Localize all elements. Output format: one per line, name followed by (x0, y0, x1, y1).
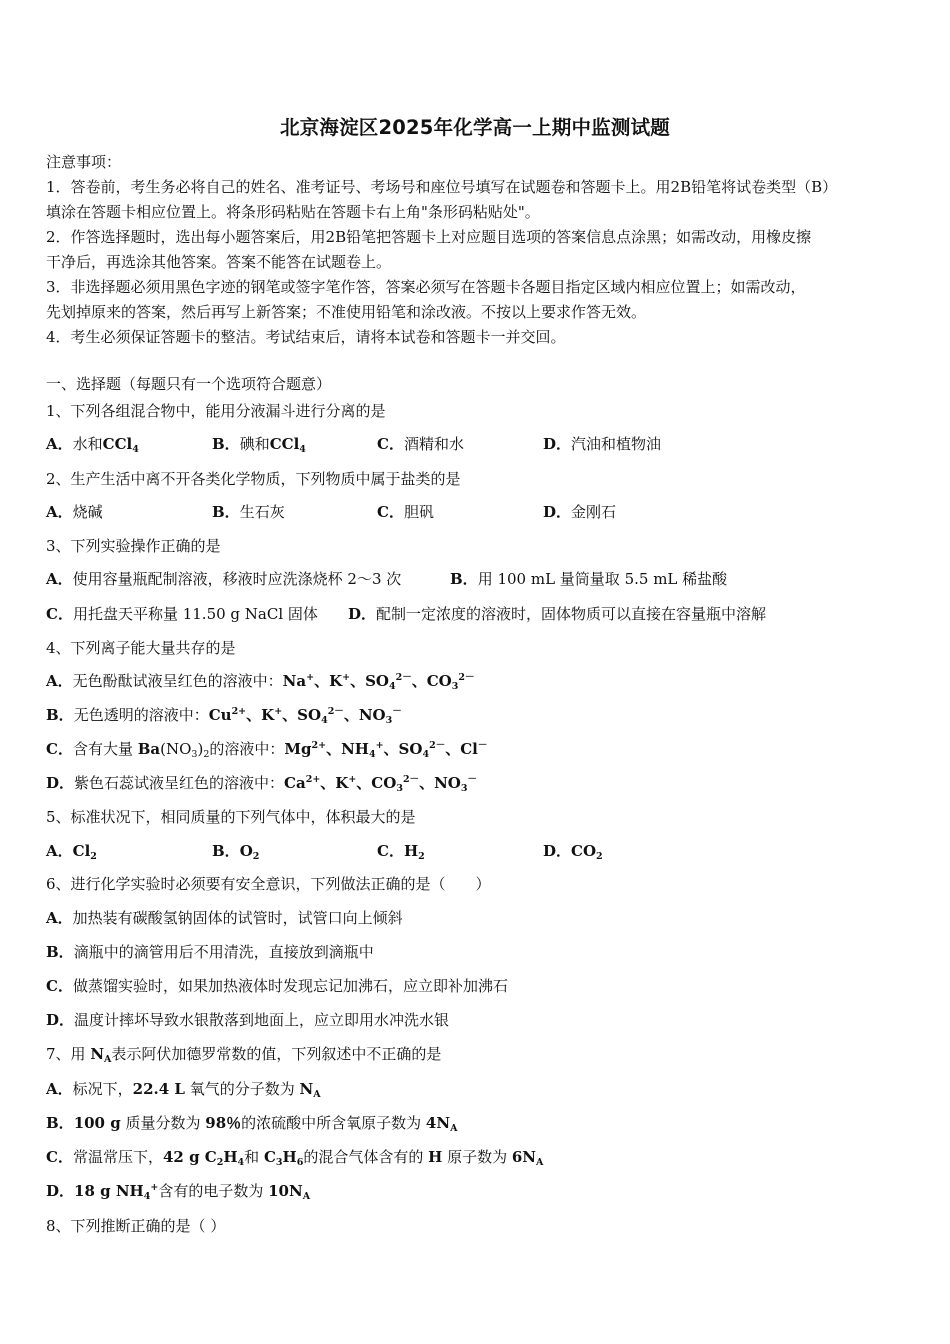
text-run: C． (46, 1148, 73, 1166)
text-run: 18 g NH (74, 1182, 144, 1200)
text-run: 、CO (356, 774, 397, 792)
text-run: D． (348, 605, 377, 623)
text-run: 、NO (419, 774, 461, 792)
text-run: N (90, 1045, 105, 1063)
text-run: 烧碱 (72, 503, 103, 521)
text-run: Cu (208, 706, 232, 724)
text-run: A． (46, 672, 73, 690)
notice-line: 干净后，再选涂其他答案。答案不能答在试题卷上。 (46, 253, 392, 271)
notice-line: 2．作答选择题时，选出每小题答案后，用2B铅笔把答题卡上对应题目选项的答案信息点涂黑；如需改动，用橡皮擦 (46, 228, 812, 246)
text-run: 和 (244, 1148, 264, 1166)
text-run: B． (46, 1114, 74, 1132)
text-run: 42 g C (162, 1148, 217, 1166)
text-run: 2 (418, 851, 425, 862)
text-run: 常温常压下， (72, 1148, 163, 1166)
option-a (46, 840, 97, 862)
option-c (46, 603, 318, 625)
text-run: + (375, 740, 384, 751)
option-b (450, 568, 727, 590)
question-stem (46, 468, 461, 490)
text-run: D． (46, 1011, 75, 1029)
text-run: 2 (216, 1157, 224, 1168)
text-run: 6、进行化学实验时必须要有安全意识，下列做法正确的是（ ） (46, 875, 491, 893)
text-run: B． (212, 842, 240, 860)
text-run: 10N (268, 1182, 303, 1200)
text-run: D． (46, 1182, 75, 1200)
text-run: 紫色石蕊试液呈红色的溶液中： (74, 774, 285, 792)
option-d (46, 1180, 310, 1202)
text-run: 6 (296, 1157, 304, 1168)
option-b (212, 501, 285, 523)
text-run: － (467, 774, 477, 785)
text-run: 含有大量 (72, 740, 138, 758)
text-run: 温度计摔坏导致水银散落到地面上，应立即用水冲洗水银 (74, 1011, 450, 1029)
text-run: 配制一定浓度的溶液时，固体物质可以直接在容量瓶中溶解 (376, 605, 767, 623)
text-run: N (299, 1080, 314, 1098)
option-c (46, 1146, 543, 1168)
text-run: B． (450, 570, 478, 588)
text-run: 用 100 mL 量筒量取 5.5 mL 稀盐酸 (477, 570, 728, 588)
option-c (377, 501, 434, 523)
text-run: 4 (368, 749, 376, 760)
text-run: A． (46, 570, 73, 588)
text-run: 3 (451, 681, 459, 692)
text-run: 2、生产生活中离不开各类化学物质，下列物质中属于盐类的是 (46, 470, 461, 488)
text-run: 表示阿伏加德罗常数的值，下列叙述中不正确的是 (111, 1045, 442, 1063)
notice-line: 4．考生必须保证答题卡的整洁。考试结束后，请将本试卷和答题卡一并交回。 (46, 328, 566, 346)
text-run: A (536, 1157, 544, 1168)
text-run: 3 (385, 715, 393, 726)
text-run: Ba (137, 740, 161, 758)
notice-line: 先划掉原来的答案，然后再写上新答案；不准使用铅笔和涂改液。不按以上要求作答无效。 (46, 303, 647, 321)
text-run: 、K (314, 672, 343, 690)
text-run: A． (46, 503, 73, 521)
option-c (377, 433, 464, 455)
text-run: C． (377, 842, 404, 860)
text-run: C． (46, 740, 73, 758)
text-run: 4 (132, 444, 139, 455)
text-run: Na (282, 672, 307, 690)
option-b (212, 433, 306, 455)
option-a (46, 433, 139, 455)
text-run: C． (377, 435, 404, 453)
text-run: 7、用 (46, 1045, 91, 1063)
option-a (46, 907, 403, 929)
text-run: 胆矾 (403, 503, 434, 521)
text-run: A (313, 1089, 321, 1100)
text-run: 2－ (395, 672, 412, 683)
text-run: + (150, 1182, 159, 1193)
text-run: － (392, 706, 402, 717)
text-run: + (342, 672, 351, 683)
text-run: + (274, 706, 283, 717)
text-run: B． (46, 943, 74, 961)
notice-line: 1．答卷前，考生务必将自己的姓名、准考证号、考场号和座位号填写在试题卷和答题卡上。用2B铅笔将试卷类型（B） (46, 178, 838, 196)
option-c (46, 975, 508, 997)
text-run: H (403, 842, 419, 860)
question-stem (46, 1215, 225, 1237)
text-run: 4 (422, 749, 430, 760)
text-run: 5、标准状况下，相同质量的下列气体中，体积最大的是 (46, 808, 416, 826)
text-run: H (428, 1148, 443, 1166)
option-a (46, 568, 401, 590)
text-run: 6N (511, 1148, 536, 1166)
text-run: 、NH (326, 740, 369, 758)
text-run: 原子数为 (442, 1148, 512, 1166)
text-run: + (348, 774, 357, 785)
question-stem (46, 873, 491, 895)
text-run: 氧气的分子数为 (184, 1080, 300, 1098)
text-run: 2+ (305, 774, 321, 785)
text-run: 、Cl (445, 740, 478, 758)
text-run: C． (46, 605, 73, 623)
text-run: D． (543, 435, 572, 453)
text-run: 、K (246, 706, 275, 724)
text-run: 的混合气体含有的 (303, 1148, 429, 1166)
text-run: 2 (203, 749, 210, 760)
text-run: 质量分数为 (120, 1114, 206, 1132)
text-run: 加热装有碳酸氢钠固体的试管时，试管口向上倾斜 (72, 909, 403, 927)
text-run: + (306, 672, 315, 683)
text-run: 2+ (311, 740, 327, 751)
text-run: 4 (237, 1157, 245, 1168)
question-stem (46, 535, 221, 557)
question-stem (46, 637, 236, 659)
text-run: 滴瓶中的滴管用后不用清洗，直接放到滴瓶中 (73, 943, 374, 961)
text-run: A． (46, 435, 73, 453)
text-run: 碘和 (239, 435, 270, 453)
text-run: ) (197, 740, 204, 758)
section-heading: 一、选择题（每题只有一个选项符合题意） (46, 375, 332, 393)
text-run: 使用容量瓶配制溶液，移液时应洗涤烧杯 2～3 次 (72, 570, 402, 588)
text-run: 4、下列离子能大量共存的是 (46, 639, 236, 657)
text-run: (NO (160, 740, 192, 758)
text-run: 2－ (402, 774, 420, 785)
text-run: 3 (396, 783, 403, 794)
question-stem (46, 806, 416, 828)
option-a (46, 501, 103, 523)
option-a (46, 1078, 321, 1100)
text-run: 4 (143, 1191, 151, 1202)
text-run: 1、下列各组混合物中，能用分液漏斗进行分离的是 (46, 402, 386, 420)
text-run: 的浓硫酸中所含氧原子数为 (241, 1114, 426, 1132)
text-run: 汽油和植物油 (571, 435, 662, 453)
notice-line: 填涂在答题卡相应位置上。将条形码粘贴在答题卡右上角"条形码粘贴处"。 (46, 203, 540, 221)
text-run: 无色透明的溶液中： (73, 706, 209, 724)
text-run: 、SO (350, 672, 389, 690)
option-b (46, 1112, 457, 1134)
option-d (543, 501, 616, 523)
text-run: 100 g (73, 1114, 121, 1132)
option-d (46, 772, 477, 794)
text-run: C． (46, 977, 73, 995)
text-run: A． (46, 842, 73, 860)
text-run: B． (212, 435, 240, 453)
text-run: 8、下列推断正确的是（ ） (46, 1217, 226, 1235)
text-run: 的溶液中： (209, 740, 285, 758)
option-c (377, 840, 425, 862)
text-run: 22.4 L (132, 1080, 185, 1098)
text-run: 3 (460, 783, 468, 794)
text-run: 2 (596, 851, 603, 862)
option-d (46, 1009, 449, 1031)
text-run: 2－ (327, 706, 344, 717)
text-run: 水和 (72, 435, 103, 453)
text-run: A． (46, 1080, 73, 1098)
text-run: 、K (320, 774, 349, 792)
option-c (46, 738, 487, 760)
question-stem (46, 400, 386, 422)
text-run: O (239, 842, 253, 860)
text-run: D． (543, 503, 572, 521)
text-run: 4N (425, 1114, 451, 1132)
option-d (543, 433, 661, 455)
text-run: Cl (72, 842, 91, 860)
text-run: － (477, 740, 488, 751)
option-b (212, 840, 259, 862)
text-run: B． (212, 503, 240, 521)
option-d (348, 603, 766, 625)
text-run: 2 (90, 851, 97, 862)
text-run: 金刚石 (571, 503, 617, 521)
text-run: 生石灰 (239, 503, 285, 521)
text-run: 、SO (282, 706, 322, 724)
text-run: 标况下， (72, 1080, 133, 1098)
text-run: 、SO (383, 740, 423, 758)
text-run: Mg (284, 740, 312, 758)
text-run: A． (46, 909, 73, 927)
text-run: 酒精和水 (403, 435, 464, 453)
text-run: 98％ (205, 1114, 242, 1132)
text-run: 3、下列实验操作正确的是 (46, 537, 221, 555)
text-run: 无色酚酞试液呈红色的溶液中： (72, 672, 283, 690)
text-run: A (104, 1054, 112, 1065)
text-run: Ca (284, 774, 306, 792)
text-run: 2－ (429, 740, 446, 751)
text-run: 4 (321, 715, 328, 726)
option-d (543, 840, 603, 862)
notice-line: 3．非选择题必须用黑色字迹的钢笔或签字笔作答，答案必须写在答题卡各题目指定区域内相应位置上；如需改动， (46, 278, 806, 296)
text-run: 2 (252, 851, 260, 862)
notice-block (46, 150, 906, 350)
text-run: H (223, 1148, 238, 1166)
text-run: A (302, 1191, 311, 1202)
page-title: 北京海淀区2025年化学高一上期中监测试题 (280, 116, 670, 139)
text-run: 2－ (458, 672, 475, 683)
text-run: D． (46, 774, 75, 792)
text-run: CCl (102, 435, 133, 453)
text-run: 用托盘天平称量 11.50 g NaCl 固体 (72, 605, 318, 623)
text-run: D． (543, 842, 572, 860)
text-run: 含有的电子数为 (158, 1182, 269, 1200)
text-run: 、NO (343, 706, 386, 724)
text-run: C． (377, 503, 404, 521)
text-run: 3 (275, 1157, 283, 1168)
text-run: H (282, 1148, 297, 1166)
option-b (46, 941, 374, 963)
text-run: C (263, 1148, 276, 1166)
option-a (46, 670, 475, 692)
text-run: A (450, 1123, 458, 1134)
option-b (46, 704, 402, 726)
text-run: 4 (388, 681, 396, 692)
text-run: 4 (299, 444, 306, 455)
text-run: 3 (191, 749, 198, 760)
text-run: 、CO (411, 672, 452, 690)
text-run: CO (571, 842, 597, 860)
text-run: 2+ (231, 706, 247, 717)
text-run: B． (46, 706, 74, 724)
text-run: CCl (269, 435, 300, 453)
text-run: 做蒸馏实验时，如果加热液体时发现忘记加沸石，应立即补加沸石 (72, 977, 508, 995)
question-stem (46, 1043, 441, 1065)
notice-heading: 注意事项： (46, 153, 122, 171)
